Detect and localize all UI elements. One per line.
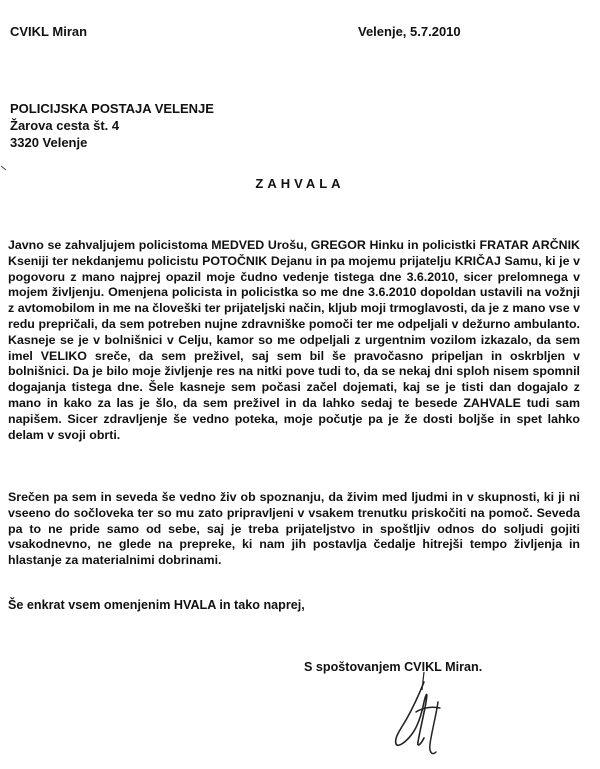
body-paragraph-2: Srečen pa sem in seveda še vedno živ ob spoznanju, da živim med ljudmi in v skupnosti, ki ji ni vseeno do sočloveka ter so mu zato pripravljeni v vsakem trenutku priskočiti na pomoč. Seveda pa to ne pride samo od sebe, saj je treba prijateljstvo in spoštljiv odnos do soljudi gojiti vsakodnevno, ne glede na prepreke, ki nam jih postavlja čedalje hitrejši tempo življenja in hlastanje za materialnimi dobrinami. — [8, 490, 580, 568]
body-paragraph-1: Javno se zahvaljujem policistoma MEDVED Urošu, GREGOR Hinku in policistki FRATAR ARČNIK Kseniji ter nekdanjemu policistu POTOČNIK Dejanu in pa mojemu prijatelju KRIČAJ Samu, ki je v pogovoru z mano najprej opazil moje čudno vedenje tistega dne 3.6.2010, sicer prelomnega v mojem življenju. Omenjena policista in policistka so me dne 3.6.2010 dopoldan ustavili na vožnji z avtomobilom in me na človeški ter prijateljski način, kljub moji trmoglavosti, da je z mano vse v redu prepričali, da sem potreben nujne zdravniške pomoči ter me odpeljali v dežurno ambulanto. Kasneje se je v bolnišnici v Celju, kamor so me odpeljali z urgentnim vozilom izkazalo, da sem imel VELIKO sreče, da sem preživel, saj sem bil še pravočasno pripeljan in oskrbljen v bolnišnici. Da je bilo moje življenje res na nitki pove tudi to, da se nekaj dni sploh nisem spomnil dogajanja tistega dne. Šele kasneje sem počasi začel dojemati, kaj se je tisti dan dogajalo z mano in kako za las je šlo, da sem preživel in da lahko sedaj te besede ZAHVALE tudi sam napišem. Sicer zdravljenje še vedno poteka, moje počutje pa je že dosti boljše in spet lahko delam v svoji obrti. — [8, 238, 580, 442]
recipient-line-2: Žarova cesta št. 4 — [10, 118, 120, 133]
place-and-date: Velenje, 5.7.2010 — [358, 24, 461, 39]
recipient-line-1: POLICIJSKA POSTAJA VELENJE — [10, 101, 214, 116]
handwritten-signature — [366, 672, 486, 767]
letter-title: ZAHVALA — [255, 176, 345, 191]
sender-name: CVIKL Miran — [10, 24, 88, 39]
closing-thanks: Še enkrat vsem omenjenim HVALA in tako naprej, — [8, 598, 305, 612]
stray-mark — [0, 164, 10, 172]
closing-signoff: S spoštovanjem CVIKL Miran. — [304, 660, 483, 674]
recipient-line-3: 3320 Velenje — [10, 135, 88, 150]
